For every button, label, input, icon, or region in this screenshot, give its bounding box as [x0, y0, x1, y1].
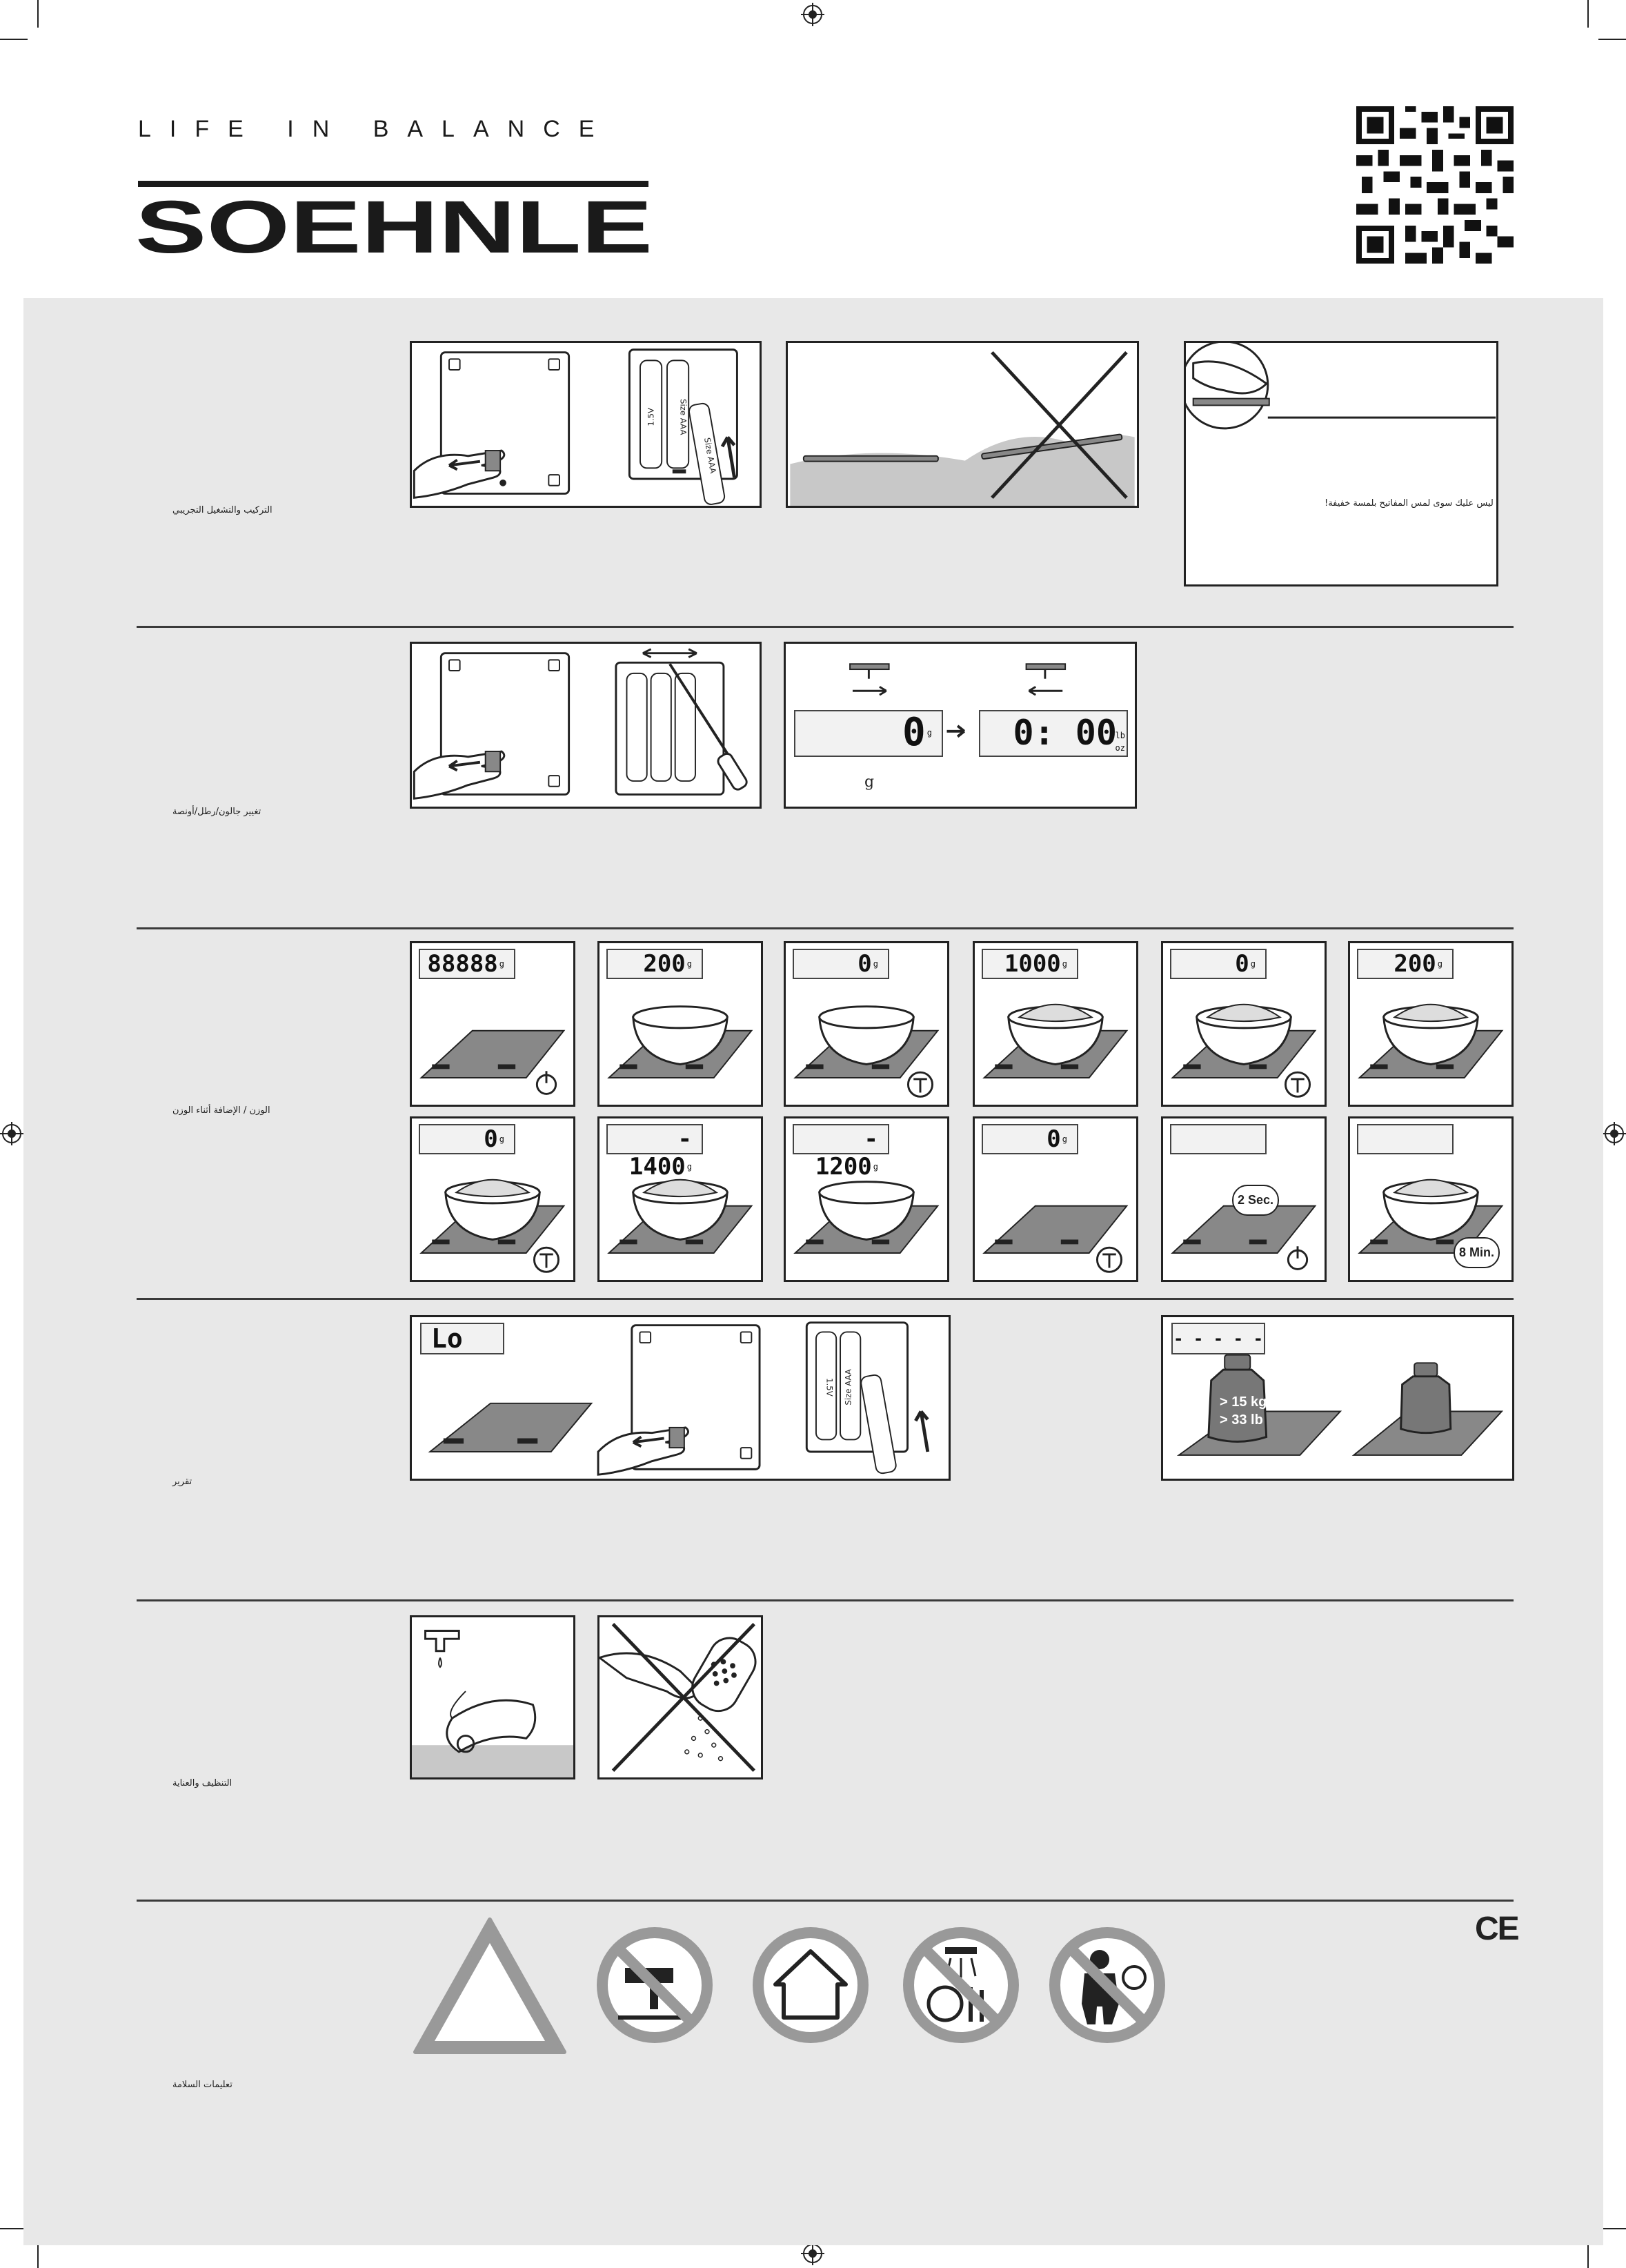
section-divider	[137, 1900, 1514, 1902]
scale-display	[1170, 1124, 1267, 1154]
section-label-setup: التركيب والتشغيل التجريبي	[172, 505, 272, 515]
section-label-cleaning: التنظيف والعناية	[172, 1778, 232, 1788]
weighing-step-figure	[1161, 941, 1327, 1107]
crop-mark	[0, 39, 28, 40]
figure-no-abrasive	[597, 1615, 763, 1779]
display-overload: - - - - -	[1171, 1323, 1265, 1354]
svg-text:1.5V: 1.5V	[824, 1378, 835, 1397]
section-label-safety: تعليمات السلامة	[172, 2080, 232, 2090]
section-label-messages: تقرير	[172, 1477, 192, 1487]
scale-display: - 1400 g	[606, 1124, 703, 1154]
figure-touch-tip	[1184, 341, 1498, 586]
weighing-step-figure	[784, 1116, 949, 1282]
scale-display: - 1200 g	[793, 1124, 889, 1154]
indoor-use-icon	[746, 1921, 875, 2049]
svg-text:Size AAA: Size AAA	[678, 399, 688, 435]
display-low-battery: Lo	[420, 1323, 504, 1354]
display-grams: 0 g	[794, 710, 943, 757]
overload-lb-label: > 33 lb	[1220, 1412, 1263, 1428]
touch-tip-text: ليس عليك سوى لمس المفاتيح بلمسة خفيفة!	[1325, 498, 1494, 509]
scale-display: 88888 g	[419, 949, 515, 979]
registration-mark-icon	[801, 3, 824, 26]
figure-overload	[1161, 1315, 1514, 1481]
weighing-step-figure	[784, 941, 949, 1107]
svg-text:Size AAA: Size AAA	[843, 1369, 853, 1406]
crop-mark	[37, 0, 39, 28]
brand-tagline: LIFE IN BALANCE	[138, 116, 613, 142]
scale-display	[1357, 1124, 1454, 1154]
warning-triangle-icon	[411, 1915, 568, 2056]
weighing-step-figure	[973, 1116, 1138, 1282]
svg-text:SOEHNLE: SOEHNLE	[135, 195, 653, 261]
unit-note: g	[864, 773, 875, 791]
crop-mark	[1598, 39, 1626, 40]
section-divider	[137, 626, 1514, 628]
scale-display: 1000 g	[982, 949, 1078, 979]
soehnle-logo	[135, 195, 653, 261]
figure-open-battery-compartment	[410, 642, 762, 809]
section-divider	[137, 927, 1514, 929]
display-pounds-ounces: 0: 00 lb oz	[979, 710, 1128, 757]
scale-display: 0 g	[1170, 949, 1267, 979]
weighing-step-figure	[1348, 941, 1514, 1107]
svg-text:1.5V: 1.5V	[646, 407, 656, 426]
brand-rule	[138, 181, 648, 187]
ce-mark: CE	[1475, 1911, 1518, 1947]
scale-display: 0 g	[793, 949, 889, 979]
weighing-step-figure	[410, 1116, 575, 1282]
figure-wipe-clean	[410, 1615, 575, 1779]
figure-level-surface	[786, 341, 1139, 508]
figure-low-battery	[410, 1315, 951, 1481]
section-divider	[137, 1599, 1514, 1601]
scale-display: 200 g	[606, 949, 703, 979]
registration-mark-icon	[0, 1122, 23, 1145]
overload-kg-label: > 15 kg	[1220, 1394, 1267, 1410]
weighing-step-figure	[1348, 1116, 1514, 1282]
scale-display: 200 g	[1357, 949, 1454, 979]
qr-code-icon[interactable]	[1356, 106, 1514, 264]
weighing-step-figure	[597, 941, 763, 1107]
weighing-step-figure	[1161, 1116, 1327, 1282]
weighing-step-figure	[597, 1116, 763, 1282]
time-badge: 8 Min.	[1454, 1237, 1500, 1268]
no-children-icon	[1043, 1921, 1171, 2049]
scale-display: 0 g	[419, 1124, 515, 1154]
registration-mark-icon	[801, 2242, 824, 2265]
no-dishwasher-icon	[897, 1921, 1025, 2049]
figure-unit-switch	[784, 642, 1137, 809]
svg-text:Size AAA: Size AAA	[702, 437, 718, 475]
weighing-step-figure	[973, 941, 1138, 1107]
figure-battery-insert	[410, 341, 762, 508]
crop-mark	[1587, 0, 1589, 28]
time-badge: 2 Sec.	[1232, 1185, 1279, 1216]
section-divider	[137, 1298, 1514, 1300]
section-label-weighing: الوزن / الإضافة أثناء الوزن	[172, 1105, 270, 1116]
weighing-step-figure	[410, 941, 575, 1107]
scale-display: 0 g	[982, 1124, 1078, 1154]
no-impact-icon	[591, 1921, 719, 2049]
section-label-units: تغيير جالون/رطل/أونصة	[172, 807, 261, 817]
registration-mark-icon	[1603, 1122, 1626, 1145]
